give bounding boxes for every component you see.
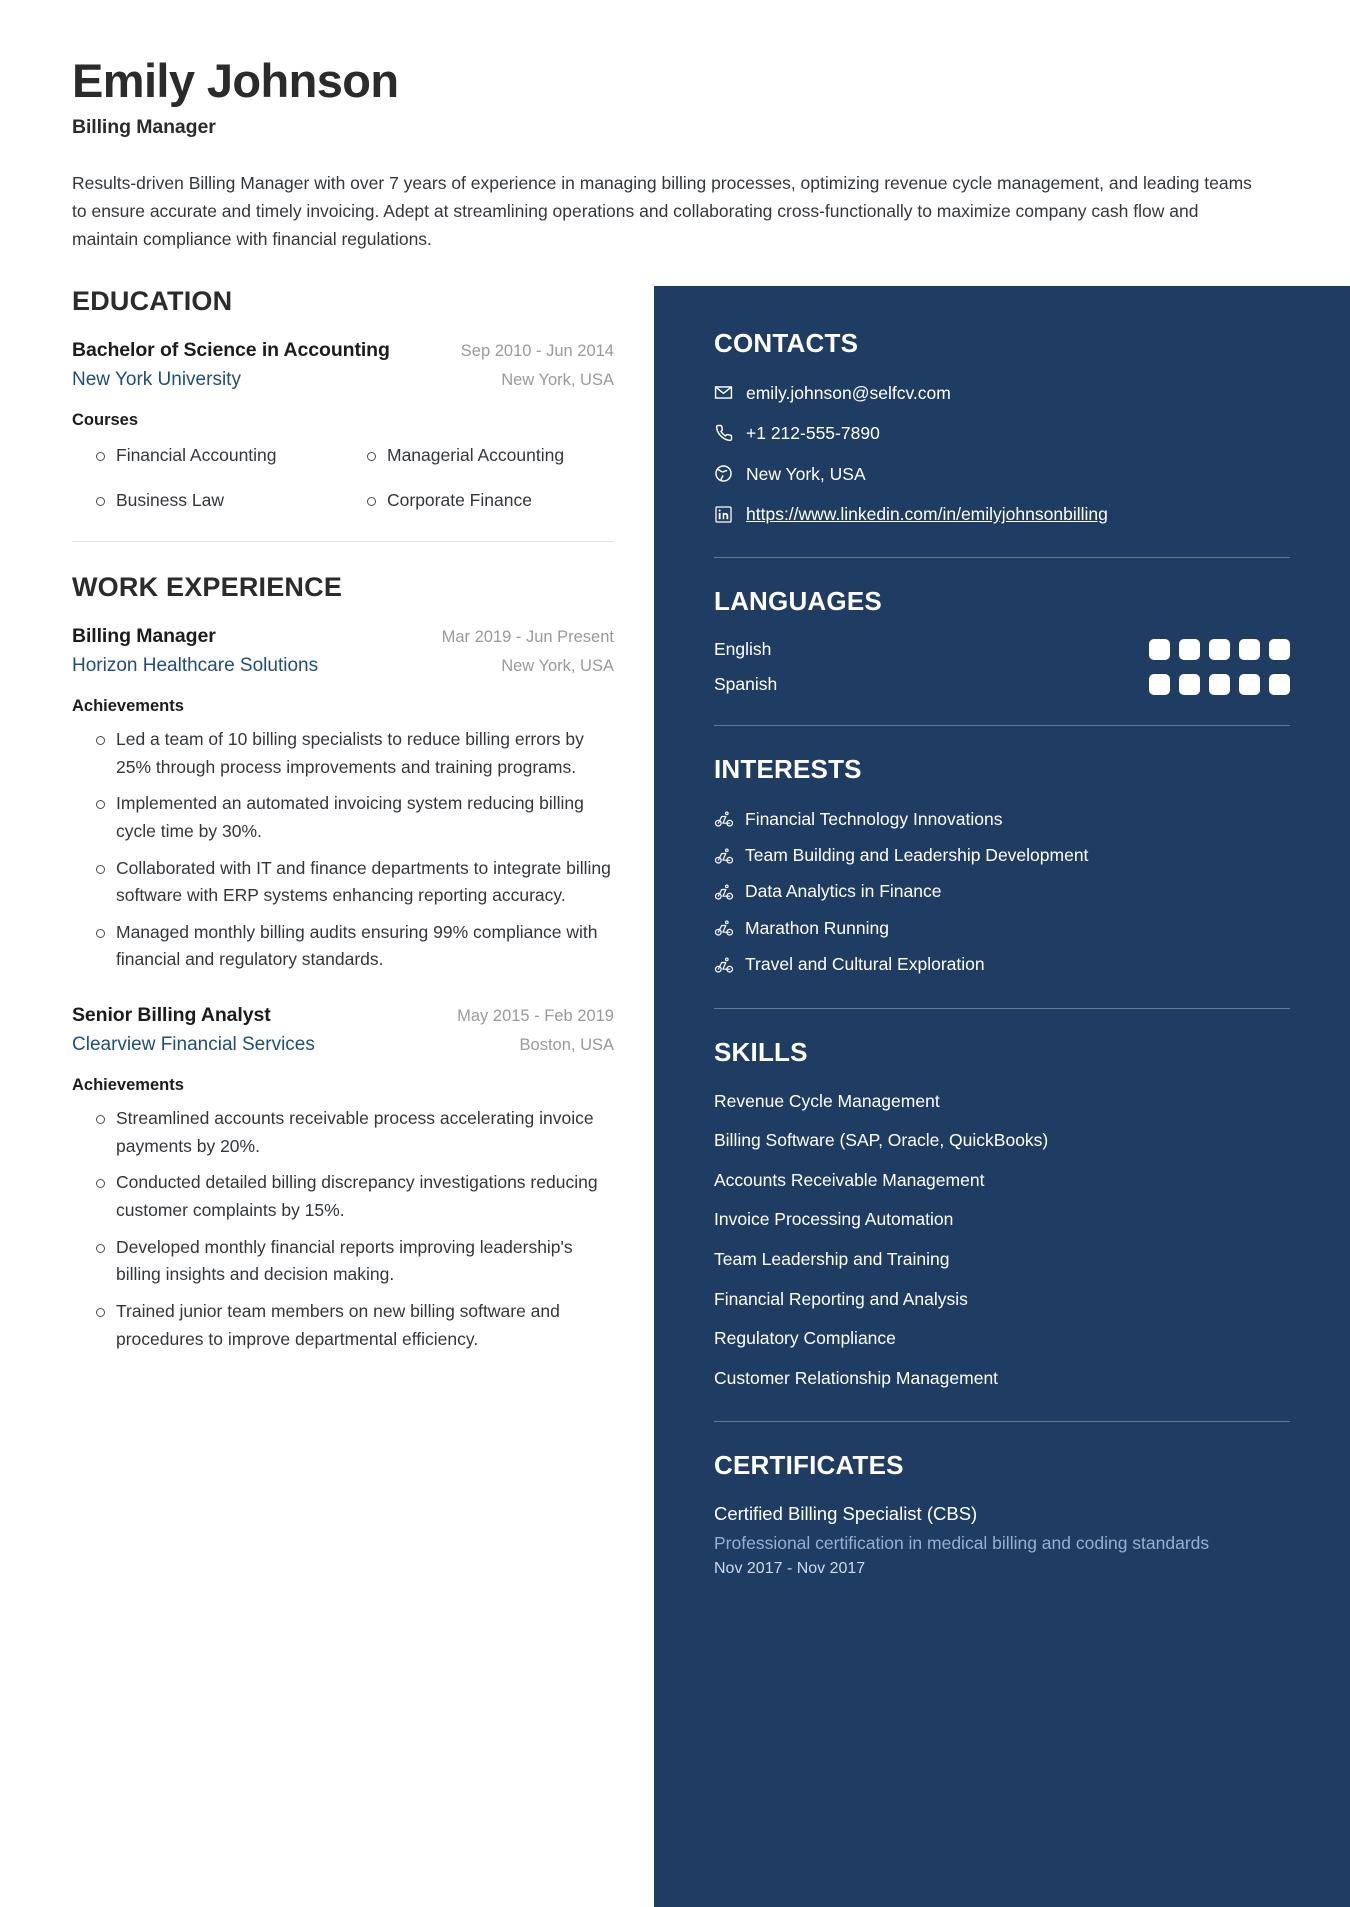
interest-label: Travel and Cultural Exploration <box>745 954 985 975</box>
interest-label: Marathon Running <box>745 917 889 938</box>
achievement-item: Streamlined accounts receivable process accelerating invoice payments by 20%. <box>72 1105 614 1160</box>
certificate-dates: Nov 2017 - Nov 2017 <box>714 1559 866 1577</box>
skill-item: Regulatory Compliance <box>714 1328 896 1349</box>
education-entry-top-row <box>72 339 614 362</box>
contacts-section-title: CONTACTS <box>714 327 859 358</box>
level-dot <box>1209 674 1230 695</box>
sidebar <box>654 286 1350 1907</box>
contact-phone-row <box>714 421 1290 446</box>
level-dot <box>1239 639 1260 660</box>
course-item: Business Law <box>72 487 343 515</box>
interests-section-title: INTERESTS <box>714 753 862 784</box>
course-item: Financial Accounting <box>72 442 343 470</box>
skill-item: Team Leadership and Training <box>714 1249 950 1270</box>
interest-label: Financial Technology Innovations <box>745 808 1003 829</box>
work-location: New York, USA <box>501 656 614 675</box>
achievements-label: Achievements <box>72 1076 184 1095</box>
sidebar-divider <box>714 1008 1290 1009</box>
language-level-meter <box>1149 639 1290 660</box>
education-entry <box>72 339 614 515</box>
interest-item <box>714 879 1290 904</box>
main-column <box>0 286 654 1384</box>
contacts-section <box>714 328 1290 527</box>
achievements-list <box>72 726 614 974</box>
work-company: Clearview Financial Services <box>72 1034 315 1056</box>
work-entry <box>72 625 614 974</box>
sidebar-divider <box>714 725 1290 726</box>
education-dates: Sep 2010 - Jun 2014 <box>460 341 614 360</box>
achievement-item: Conducted detailed billing discrepancy investigations reducing customer complaints by 15%. <box>72 1169 614 1224</box>
candidate-job-title: Billing Manager <box>72 115 216 138</box>
level-dot <box>1269 674 1290 695</box>
bicycle-icon <box>714 846 734 866</box>
education-degree: Bachelor of Science in Accounting <box>72 338 390 361</box>
skill-item: Financial Reporting and Analysis <box>714 1288 968 1309</box>
sidebar-divider <box>714 557 1290 558</box>
level-dot <box>1269 639 1290 660</box>
contact-location-row <box>714 462 1290 487</box>
achievement-item: Trained junior team members on new billing software and procedures to improve departmental efficiency. <box>72 1298 614 1353</box>
achievement-item: Implemented an automated invoicing system reducing billing cycle time by 30%. <box>72 790 614 845</box>
achievement-item: Managed monthly billing audits ensuring 99% compliance with financial and regulatory standards. <box>72 919 614 974</box>
interest-item <box>714 952 1290 977</box>
education-entry-bottom-row <box>72 362 614 391</box>
work-company: Horizon Healthcare Solutions <box>72 654 319 676</box>
phone-icon <box>714 424 733 443</box>
courses-list <box>72 442 614 515</box>
certificates-section-title: CERTIFICATES <box>714 1449 904 1480</box>
level-dot <box>1239 674 1260 695</box>
work-entry <box>72 1004 614 1353</box>
work-entry-top-row <box>72 1004 614 1027</box>
achievements-label: Achievements <box>72 696 184 715</box>
achievement-item: Collaborated with IT and finance departments to integrate billing software with ERP systems enhancing reporting accuracy. <box>72 855 614 910</box>
contact-location-value: New York, USA <box>746 463 866 484</box>
skill-item: Invoice Processing Automation <box>714 1209 954 1230</box>
education-location: New York, USA <box>501 370 614 389</box>
certificate-item <box>714 1503 1290 1578</box>
linkedin-icon <box>714 505 733 524</box>
work-location: Boston, USA <box>519 1036 614 1055</box>
interests-section <box>714 754 1290 978</box>
contact-phone-value: +1 212-555-7890 <box>746 423 880 444</box>
work-job-title: Senior Billing Analyst <box>72 1004 271 1027</box>
page-corner-notch <box>0 0 34 22</box>
language-level-meter <box>1149 674 1290 695</box>
work-dates: Mar 2019 - Jun Present <box>441 627 614 646</box>
contact-linkedin-value[interactable]: https://www.linkedin.com/in/emilyjohnsonbilling <box>746 504 1108 525</box>
course-item: Managerial Accounting <box>343 442 614 470</box>
skill-item: Billing Software (SAP, Oracle, QuickBooks) <box>714 1130 1049 1151</box>
skills-section <box>714 1037 1290 1391</box>
envelope-icon <box>714 383 733 402</box>
work-entry-bottom-row <box>72 648 614 677</box>
certificate-title: Certified Billing Specialist (CBS) <box>714 1502 978 1524</box>
interest-label: Team Building and Leadership Development <box>745 845 1089 866</box>
courses-label: Courses <box>72 410 139 429</box>
work-experience-section <box>72 572 614 1353</box>
interest-item <box>714 916 1290 941</box>
language-row <box>714 674 1290 695</box>
globe-icon <box>714 464 733 483</box>
sidebar-divider <box>714 1421 1290 1422</box>
level-dot <box>1149 639 1170 660</box>
language-name: English <box>714 638 772 659</box>
work-dates: May 2015 - Feb 2019 <box>457 1007 614 1026</box>
education-section-title: EDUCATION <box>72 285 233 316</box>
work-job-title: Billing Manager <box>72 624 216 647</box>
work-entry-bottom-row <box>72 1027 614 1056</box>
interest-item <box>714 843 1290 868</box>
certificates-section <box>714 1450 1290 1578</box>
contact-email-value: emily.johnson@selfcv.com <box>746 382 951 403</box>
level-dot <box>1149 674 1170 695</box>
interest-item <box>714 807 1290 832</box>
language-name: Spanish <box>714 673 778 694</box>
bicycle-icon <box>714 918 734 938</box>
certificate-description: Professional certification in medical billing and coding standards <box>714 1532 1210 1553</box>
skill-item: Revenue Cycle Management <box>714 1090 940 1111</box>
education-section <box>72 286 614 515</box>
contact-linkedin-row[interactable] <box>714 502 1290 527</box>
course-item: Corporate Finance <box>343 487 614 515</box>
contact-email-row <box>714 381 1290 406</box>
languages-section <box>714 586 1290 695</box>
achievement-item: Led a team of 10 billing specialists to reduce billing errors by 25% through process improvements and training programs. <box>72 726 614 781</box>
work-section-title: WORK EXPERIENCE <box>72 571 343 602</box>
bicycle-icon <box>714 882 734 902</box>
section-divider <box>72 541 614 542</box>
work-entry-top-row <box>72 625 614 648</box>
education-school: New York University <box>72 368 241 390</box>
skills-section-title: SKILLS <box>714 1036 808 1067</box>
skill-item: Accounts Receivable Management <box>714 1169 985 1190</box>
language-row <box>714 639 1290 660</box>
resume-header <box>0 0 1350 254</box>
achievement-item: Developed monthly financial reports improving leadership's billing insights and decision making. <box>72 1234 614 1289</box>
bicycle-icon <box>714 955 734 975</box>
achievements-list <box>72 1105 614 1353</box>
resume-body <box>0 286 1350 1907</box>
level-dot <box>1179 639 1200 660</box>
professional-summary: Results-driven Billing Manager with over 7 years of experience in managing billing processes, optimizing revenue cycle management, and leading teams to ensure accurate and timely invoicing. Adept at streamlining operations and collaborating cross-functionally to maximize company cash flow and maintain compliance with financial regulations. <box>72 172 1252 250</box>
level-dot <box>1179 674 1200 695</box>
bicycle-icon <box>714 809 734 829</box>
candidate-name: Emily Johnson <box>72 54 399 107</box>
languages-section-title: LANGUAGES <box>714 585 882 616</box>
level-dot <box>1209 639 1230 660</box>
interest-label: Data Analytics in Finance <box>745 881 942 902</box>
skill-item: Customer Relationship Management <box>714 1367 999 1388</box>
